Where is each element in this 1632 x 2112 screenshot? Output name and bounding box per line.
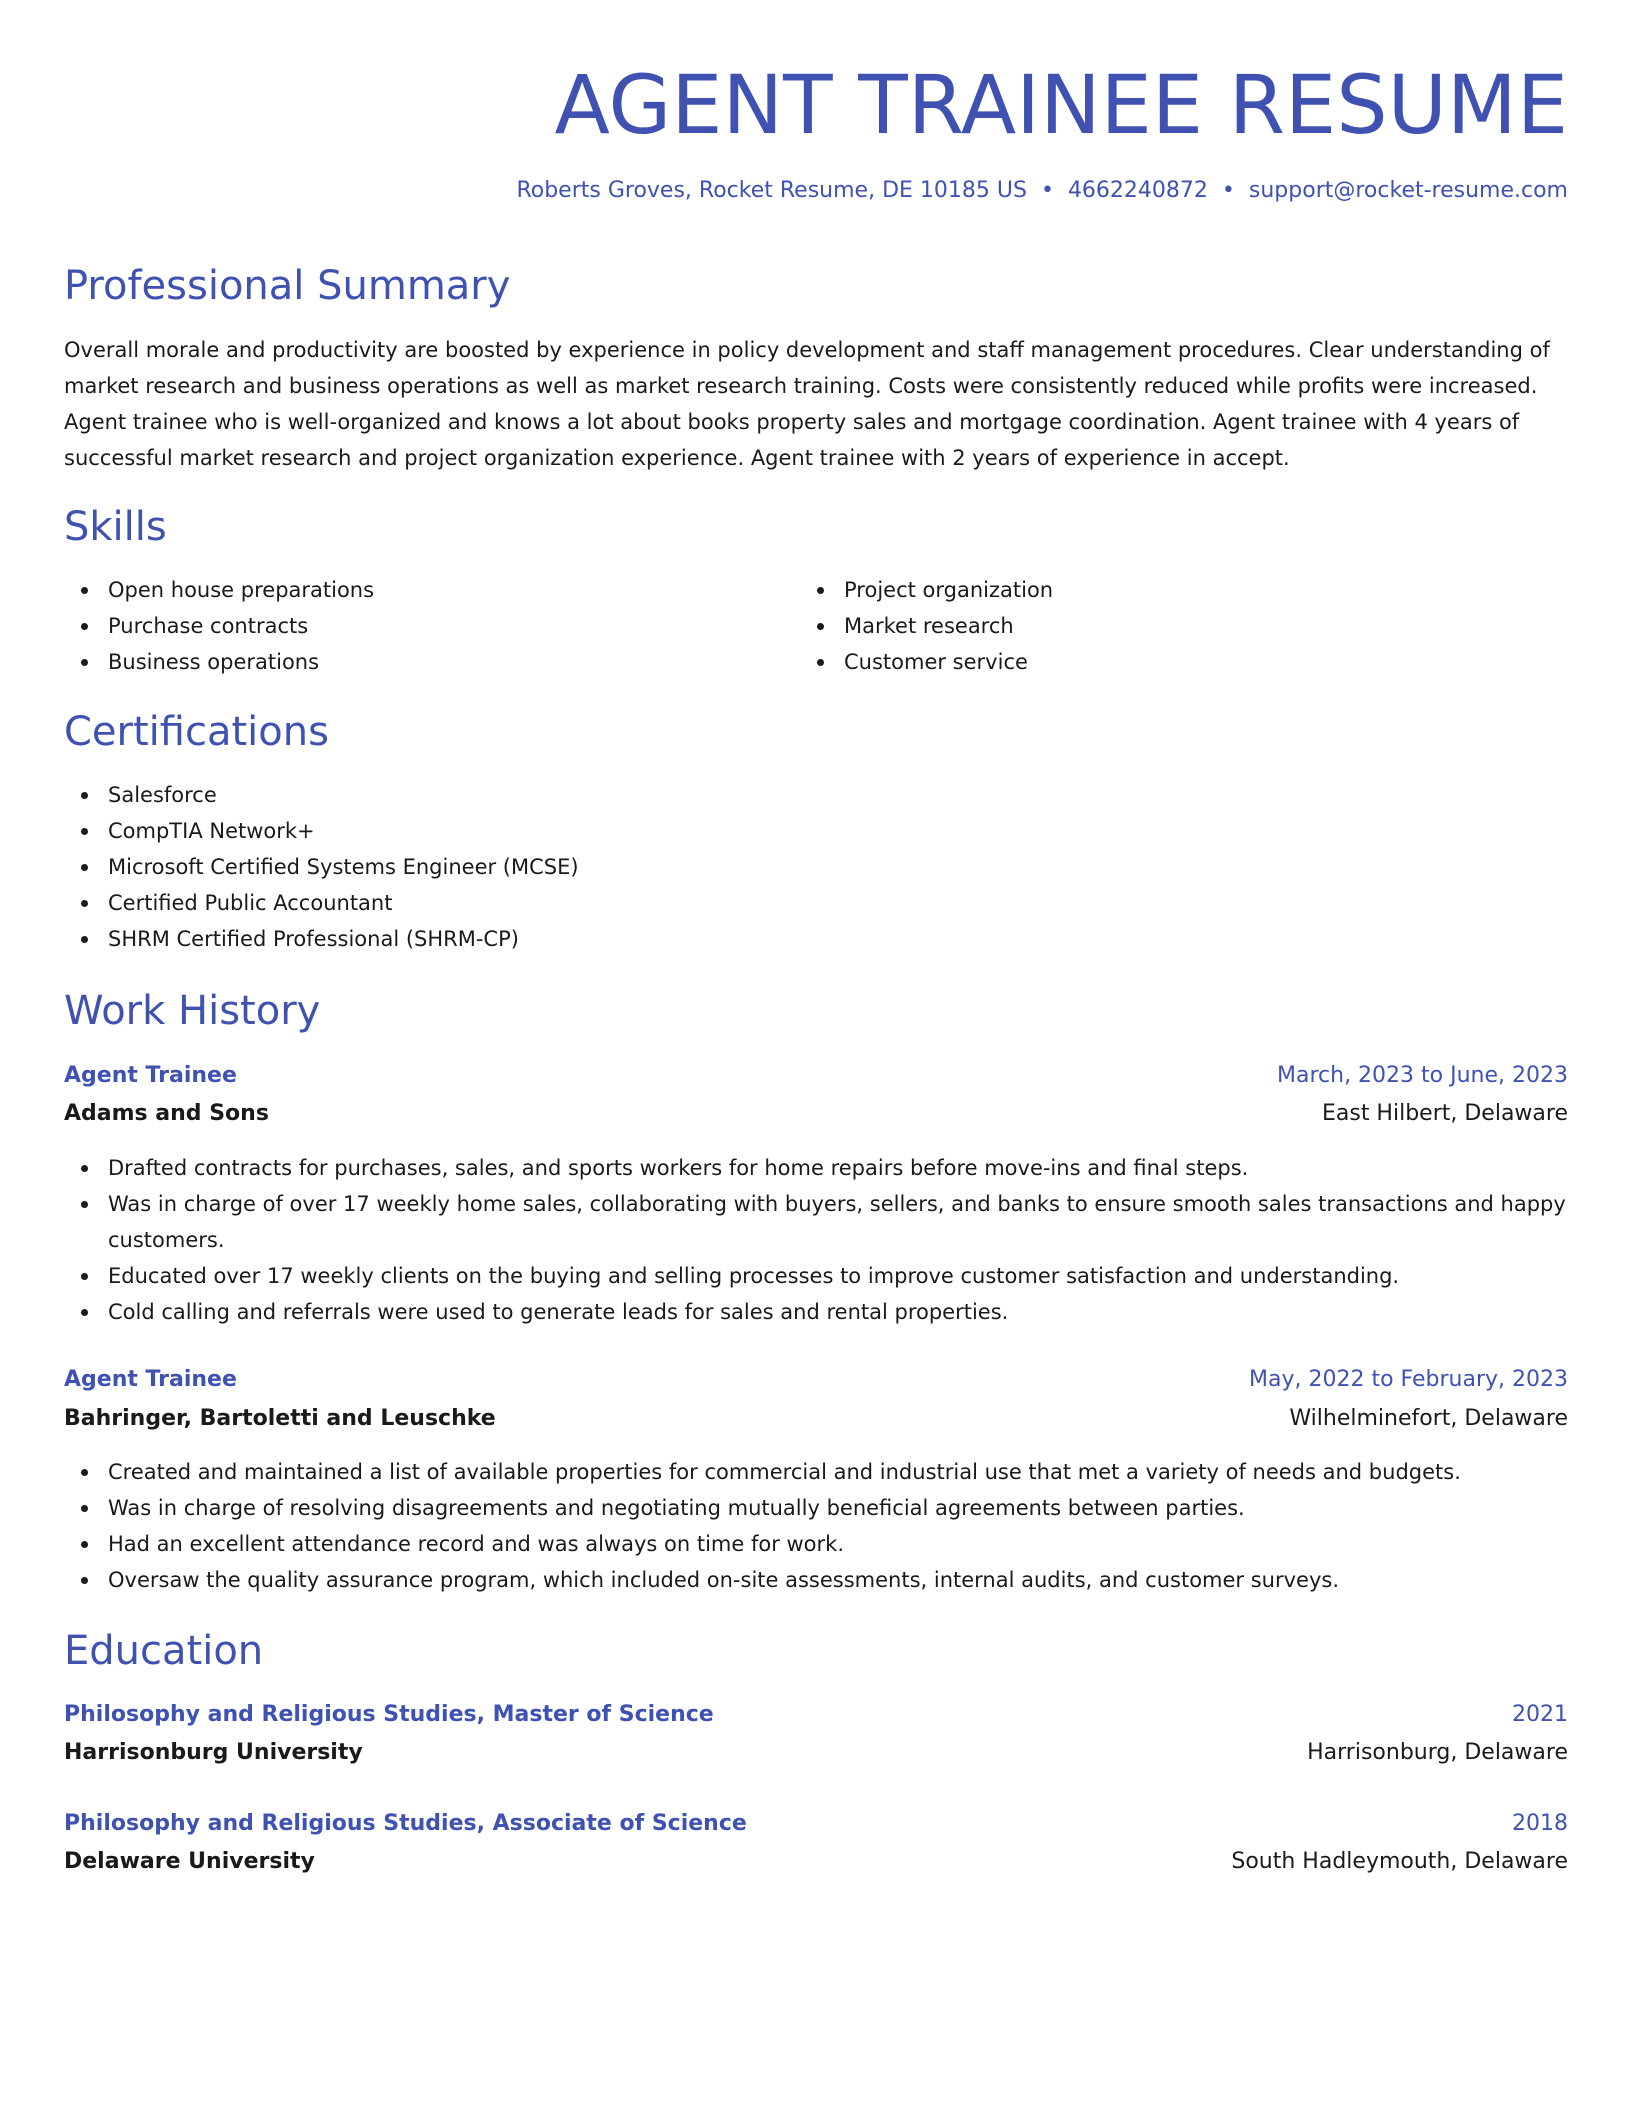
contact-line [516, 176, 1568, 206]
certification-item: Certified Public Accountant [64, 885, 1568, 921]
job-bullet: Had an excellent attendance record and was always on time for work. [64, 1526, 1568, 1562]
job-company: Bahringer, Bartoletti and Leuschke [64, 1406, 496, 1431]
education-year: 2018 [1512, 1811, 1568, 1836]
job-dates: March, 2023 to June, 2023 [1277, 1063, 1568, 1088]
contact-phone: 4662240872 [1067, 178, 1208, 203]
section-heading-certifications: Certifications [64, 709, 329, 755]
contact-email[interactable]: support@rocket-resume.com [1248, 178, 1568, 203]
contact-separator: • [1040, 178, 1054, 203]
skills-list-right [800, 572, 1500, 680]
certifications-list [64, 777, 1568, 957]
education-school-row [64, 1847, 1568, 1877]
section-heading-summary: Professional Summary [64, 263, 511, 309]
job-bullet: Cold calling and referrals were used to generate leads for sales and rental properties. [64, 1294, 1568, 1330]
job-bullet: Oversaw the quality assurance program, which included on-site assessments, internal audits, and customer surveys. [64, 1562, 1568, 1598]
education-school: Delaware University [64, 1849, 315, 1874]
skill-item: Purchase contracts [64, 608, 764, 644]
job-company: Adams and Sons [64, 1101, 269, 1126]
job-bullets [64, 1150, 1568, 1330]
education-degree-row [64, 1700, 1568, 1730]
job-dates: May, 2022 to February, 2023 [1249, 1367, 1568, 1392]
education-location: South Hadleymouth, Delaware [1231, 1849, 1568, 1874]
certification-item: Salesforce [64, 777, 1568, 813]
section-heading-education: Education [64, 1628, 264, 1674]
certification-item: CompTIA Network+ [64, 813, 1568, 849]
job-bullet: Was in charge of resolving disagreements and negotiating mutually beneficial agreements between parties. [64, 1490, 1568, 1526]
page-title: AGENT TRAINEE RESUME [554, 59, 1568, 153]
education-degree: Philosophy and Religious Studies, Associate of Science [64, 1811, 747, 1836]
section-heading-work-history: Work History [64, 988, 321, 1034]
job-header-row [64, 1365, 1568, 1395]
job-bullet: Created and maintained a list of available properties for commercial and industrial use that met a variety of needs and budgets. [64, 1454, 1568, 1490]
job-bullet: Drafted contracts for purchases, sales, and sports workers for home repairs before move-ins and final steps. [64, 1150, 1568, 1186]
job-bullet: Educated over 17 weekly clients on the buying and selling processes to improve customer satisfaction and understanding. [64, 1258, 1568, 1294]
education-year: 2021 [1512, 1702, 1568, 1727]
education-location: Harrisonburg, Delaware [1307, 1740, 1568, 1765]
job-title: Agent Trainee [64, 1063, 237, 1088]
section-heading-skills: Skills [64, 504, 167, 550]
skill-item: Open house preparations [64, 572, 764, 608]
job-header-row [64, 1061, 1568, 1091]
skill-item: Customer service [800, 644, 1500, 680]
job-bullet: Was in charge of over 17 weekly home sales, collaborating with buyers, sellers, and banks to ensure smooth sales transactions and happy customers. [64, 1186, 1568, 1258]
skill-item: Project organization [800, 572, 1500, 608]
summary-text: Overall morale and productivity are boosted by experience in policy development and staff management procedures. Clear understanding of market research and business operations as well as market research training. Costs were consistently reduced while profits were increased. Agent trainee who is well-organized and knows a lot about books property sales and mortgage coordination. Agent trainee with 4 years of successful market research and project organization experience. Agent trainee with 2 years of experience in accept. [64, 338, 1550, 470]
education-degree: Philosophy and Religious Studies, Master of Science [64, 1702, 714, 1727]
contact-separator: • [1221, 178, 1235, 203]
skills-list-left [64, 572, 764, 680]
certification-item: SHRM Certified Professional (SHRM-CP) [64, 921, 1568, 957]
job-location: Wilhelminefort, Delaware [1289, 1406, 1568, 1431]
job-bullets [64, 1454, 1568, 1598]
skill-item: Business operations [64, 644, 764, 680]
education-school: Harrisonburg University [64, 1740, 363, 1765]
job-location: East Hilbert, Delaware [1321, 1101, 1568, 1126]
job-company-row [64, 1404, 1568, 1434]
job-company-row [64, 1099, 1568, 1129]
certification-item: Microsoft Certified Systems Engineer (MCSE) [64, 849, 1568, 885]
skill-item: Market research [800, 608, 1500, 644]
contact-address: Roberts Groves, Rocket Resume, DE 10185 US [516, 178, 1027, 203]
job-title: Agent Trainee [64, 1367, 237, 1392]
education-school-row [64, 1738, 1568, 1768]
education-degree-row [64, 1809, 1568, 1839]
